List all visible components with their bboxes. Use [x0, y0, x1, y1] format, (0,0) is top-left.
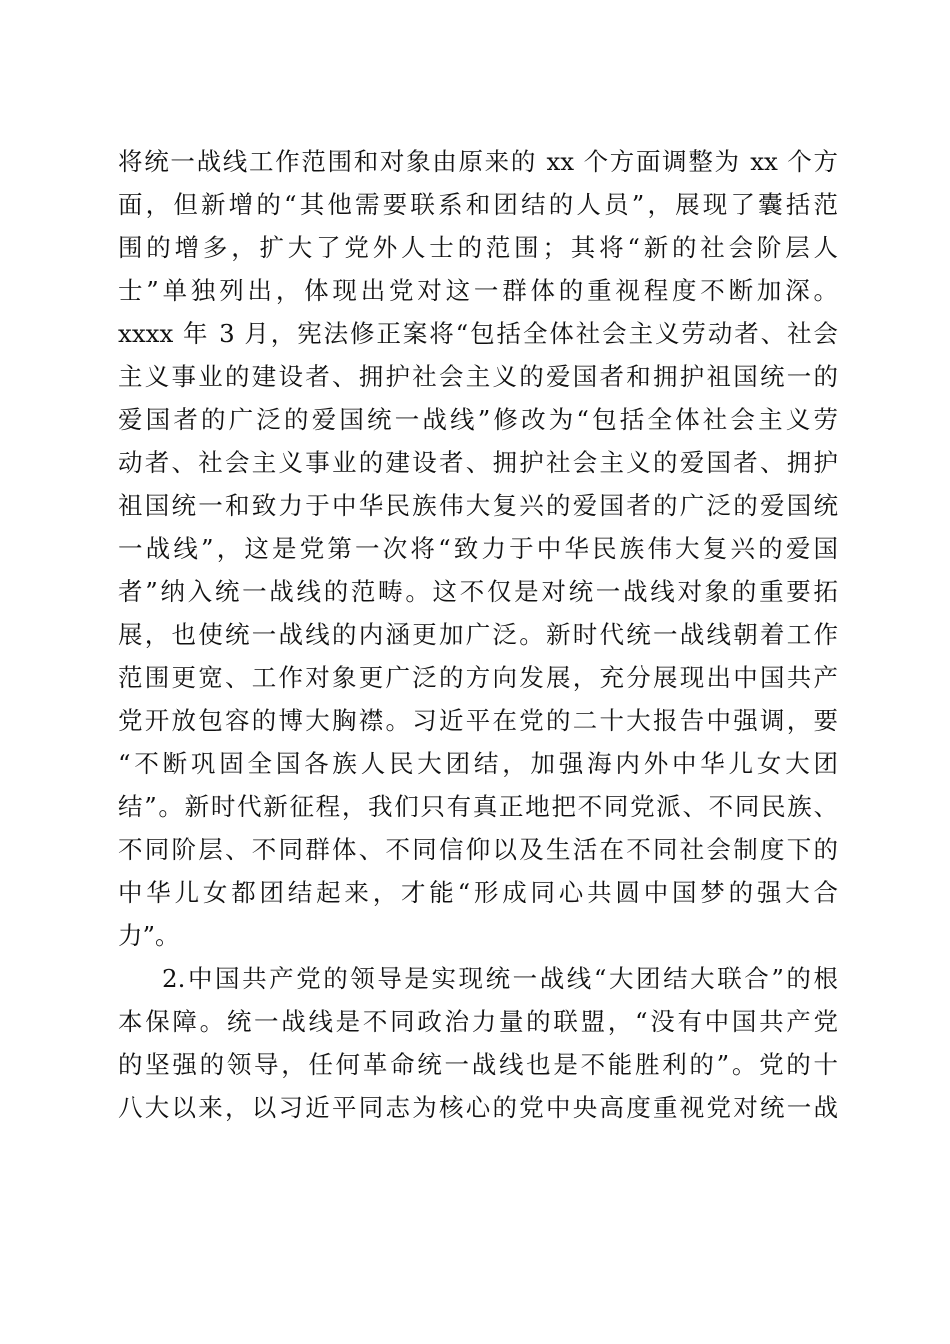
- text-line: 士”单独列出，体现出党对这一群体的重视程度不断加深。: [118, 276, 838, 305]
- text-line: 者”纳入统一战线的范畴。这不仅是对统一战线对象的重要拓: [118, 577, 838, 606]
- text-line: 中华儿女都团结起来，才能“形成同心共圆中国梦的强大合: [118, 878, 838, 907]
- text-line: 范围更宽、工作对象更广泛的方向发展，充分展现出中国共产: [118, 663, 838, 692]
- text-line: 展，也使统一战线的内涵更加广泛。新时代统一战线朝着工作: [118, 620, 838, 649]
- text-line: 祖国统一和致力于中华民族伟大复兴的爱国者的广泛的爱国统: [118, 491, 838, 520]
- text-line: xxxx 年 3 月，宪法修正案将“包括全体社会主义劳动者、社会: [118, 319, 838, 348]
- text-line: 本保障。统一战线是不同政治力量的联盟，“没有中国共产党: [118, 1007, 838, 1036]
- text-line: 党开放包容的博大胸襟。习近平在党的二十大报告中强调，要: [118, 706, 838, 735]
- text-line: 面，但新增的“其他需要联系和团结的人员”，展现了囊括范: [118, 190, 838, 219]
- text-line: 的坚强的领导，任何革命统一战线也是不能胜利的”。党的十: [118, 1050, 838, 1079]
- text-line: 围的增多，扩大了党外人士的范围；其将“新的社会阶层人: [118, 233, 838, 262]
- text-line: 八大以来，以习近平同志为核心的党中央高度重视党对统一战: [118, 1093, 838, 1122]
- text-line: 2.中国共产党的领导是实现统一战线“大团结大联合”的根: [162, 964, 838, 993]
- body-text: [118, 140, 838, 1129]
- text-line: 一战线”，这是党第一次将“致力于中华民族伟大复兴的爱国: [118, 534, 838, 563]
- text-line: 爱国者的广泛的爱国统一战线”修改为“包括全体社会主义劳: [118, 405, 838, 434]
- text-line: 不同阶层、不同群体、不同信仰以及生活在不同社会制度下的: [118, 835, 838, 864]
- text-line: 动者、社会主义事业的建设者、拥护社会主义的爱国者、拥护: [118, 448, 838, 477]
- text-line: “不断巩固全国各族人民大团结，加强海内外中华儿女大团: [118, 749, 838, 778]
- text-line: 力”。: [118, 921, 180, 950]
- text-line: 将统一战线工作范围和对象由原来的 xx 个方面调整为 xx 个方: [118, 147, 838, 176]
- text-line: 主义事业的建设者、拥护社会主义的爱国者和拥护祖国统一的: [118, 362, 838, 391]
- text-line: 结”。新时代新征程，我们只有真正地把不同党派、不同民族、: [118, 792, 838, 821]
